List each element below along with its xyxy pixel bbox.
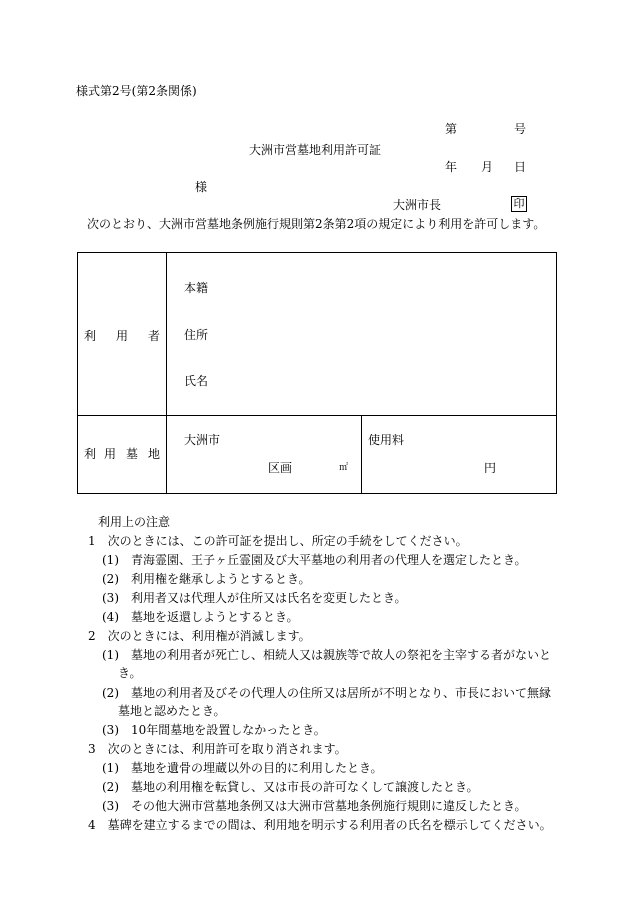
- note-subitem: (1) 青海霊園、王子ヶ丘霊園及び大平墓地の利用者の代理人を選定したとき。: [102, 553, 527, 567]
- issuer-name: 大洲市長: [393, 198, 442, 212]
- note-subitem: (2) 墓地の利用者及びその代理人の住所又は居所が不明となり、市長において無縁: [102, 686, 552, 700]
- user-row: [78, 253, 557, 416]
- honseki-label: 本籍: [184, 281, 209, 295]
- note-subitem: (1) 墓地を遺骨の埋蔵以外の目的に利用したとき。: [102, 761, 383, 775]
- permit-table: [77, 252, 557, 494]
- note-item: 3 次のときには、利用許可を取り消されます。: [88, 742, 347, 756]
- form-number: 様式第2号(第2条関係): [76, 84, 197, 98]
- address-label: 住所: [184, 328, 209, 342]
- user-fields-cell: [167, 253, 557, 416]
- area-unit-label: ㎡: [339, 463, 349, 473]
- grave-label-cell: [78, 416, 167, 494]
- document-title: 大洲市営墓地利用許可証: [249, 143, 382, 157]
- note-item: 4 墓碑を建立するまでの間は、利用地を明示する利用者の氏名を標示してください。: [88, 818, 552, 832]
- grave-section-label: 区画: [268, 461, 293, 475]
- note-subitem: (4) 墓地を返還しようとするとき。: [102, 610, 299, 624]
- fee-label: 使用料: [368, 433, 405, 447]
- grave-row: [78, 416, 557, 494]
- grave-city-label: 大洲市: [184, 433, 221, 447]
- date-month-label: 月: [481, 160, 494, 174]
- note-item: 1 次のときには、この許可証を提出し、所定の手続をしてください。: [88, 534, 468, 548]
- note-continuation: 墓地と認めたとき。: [118, 704, 226, 718]
- notes-heading: 利用上の注意: [98, 515, 171, 529]
- note-subitem: (2) 墓地の利用権を転貸し、又は市長の許可なくして譲渡したとき。: [102, 780, 479, 794]
- grave-label-char: 用: [104, 447, 117, 461]
- note-subitem: (2) 利用権を継承しようとするとき。: [102, 572, 311, 586]
- permit-number-label: 第: [445, 122, 458, 136]
- note-subitem: (3) 利用者又は代理人が住所又は氏名を変更したとき。: [102, 591, 407, 605]
- date-year-label: 年: [445, 160, 458, 174]
- addressee-suffix: 様: [195, 180, 208, 194]
- note-subitem: (3) 10年間墓地を設置しなかったとき。: [102, 723, 326, 737]
- fee-cell: [362, 416, 557, 494]
- note-item: 2 次のときには、利用権が消滅します。: [88, 629, 311, 643]
- user-label-char: 用: [116, 329, 129, 343]
- note-continuation: き。: [118, 666, 142, 680]
- grave-label-char: 地: [148, 447, 161, 461]
- grave-location-cell: [167, 416, 362, 494]
- name-label: 氏名: [184, 374, 209, 388]
- fee-unit-label: 円: [484, 461, 497, 475]
- seal-mark: 印: [511, 196, 527, 212]
- note-subitem: (3) その他大洲市営墓地条例又は大洲市営墓地条例施行規則に違反したとき。: [102, 799, 527, 813]
- permit-number-suffix: 号: [514, 122, 527, 136]
- user-label-char: 者: [148, 329, 161, 343]
- grave-label-char: 墓: [126, 447, 139, 461]
- user-label-char: 利: [84, 329, 97, 343]
- intro-statement: 次のとおり、大洲市営墓地条例施行規則第2条第2項の規定により利用を許可します。: [87, 217, 546, 231]
- note-subitem: (1) 墓地の利用者が死亡し、相続人又は親族等で故人の祭祀を主宰する者がないと: [102, 648, 552, 662]
- grave-label-char: 利: [84, 447, 97, 461]
- date-day-label: 日: [514, 160, 527, 174]
- user-label-cell: [78, 253, 167, 416]
